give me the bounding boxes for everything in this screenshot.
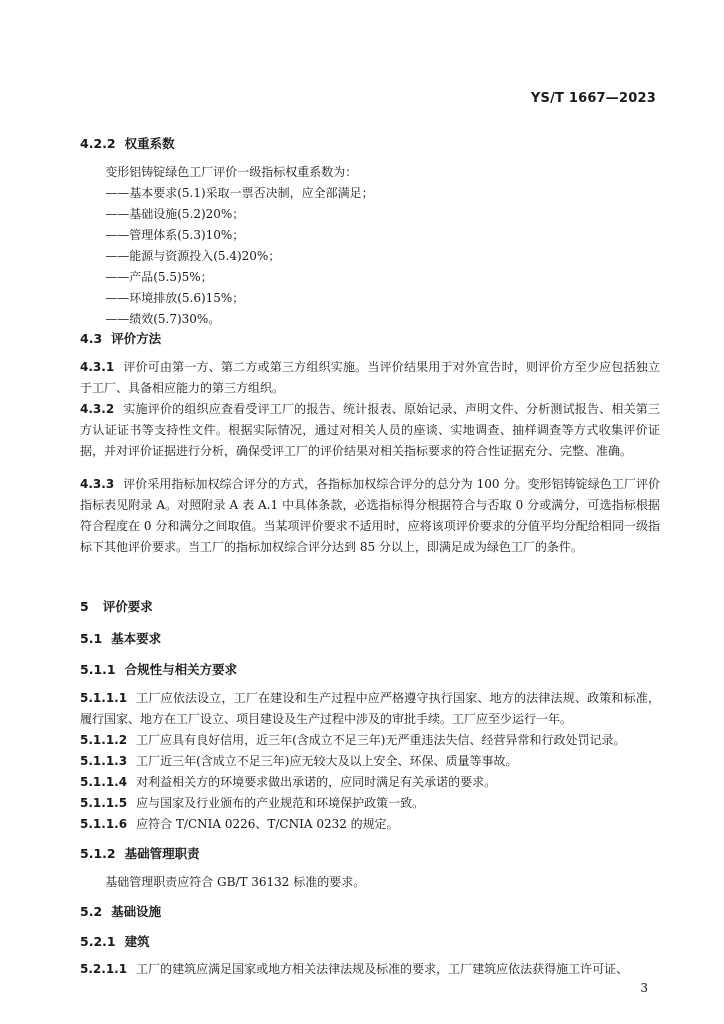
clause-5-1-1-4 (80, 772, 660, 793)
weight-intro: 变形铝铸锭绿色工厂评价一级指标权重系数为： (105, 165, 358, 179)
section-title: 合规性与相关方要求 (124, 662, 238, 677)
heading-5-1 (80, 628, 660, 649)
clause-5-1-1-6 (80, 814, 660, 835)
list-item: ——基础设施(5.2)20%； (105, 207, 245, 221)
list-item: ——绩效(5.7)30%。 (105, 312, 221, 326)
list-item: ——基本要求(5.1)采取一票否决制，应全部满足； (105, 186, 374, 200)
clause-text: 评价采用指标加权综合评分的方式，各指标加权综合评分的总分为 100 分。变形铝铸锭绿色工厂评价指标表见附录 A。对照附录 A 表 A.1 中具体条款，必选指标得分根据符合与否取 0 分或满分，可选指标根据符合程度在 0 分和满分之间取值。当某项评价要求不适用时，应将该项评价要求的分值平均分配给相同一级指标下其他评价要求。当工厂的指标加权综合评分达到 85 分以上，即满足成为绿色工厂的条件。 (80, 477, 660, 554)
list-item: ——能源与资源投入(5.4)20%； (105, 249, 281, 263)
section-number: 5.2.1 (80, 934, 116, 949)
clause-4-3-2 (80, 399, 660, 462)
section-title: 权重系数 (124, 136, 175, 151)
weight-list (80, 162, 660, 330)
heading-4-3 (80, 328, 660, 349)
heading-5-1-1 (80, 659, 660, 680)
clause-text: 实施评价的组织应查看受评工厂的报告、统计报表、原始记录、声明文件、分析测试报告、相关第三方认证证书等支持性文件。根据实际情况，通过对相关人员的座谈、实地调查、抽样调查等方式收集评价证据，并对评价证据进行分析，确保受评工厂的评价结果对相关指标要求的符合性证据充分、完整、准确。 (80, 402, 660, 458)
clause-5-1-1-5 (80, 793, 660, 814)
clause-number: 5.1.1.1 (80, 691, 128, 705)
section-number: 5.2 (80, 904, 103, 919)
clause-5-1-2-text: 基础管理职责应符合 GB/T 36132 标准的要求。 (105, 875, 366, 889)
section-number: 5.1.1 (80, 662, 116, 677)
clause-number: 4.3.3 (80, 477, 115, 491)
heading-5-2-1 (80, 931, 660, 952)
heading-5 (80, 596, 660, 617)
clause-5-1-1-2 (80, 730, 660, 751)
clause-text: 工厂的建筑应满足国家或地方相关法律法规及标准的要求，工厂建筑应依法获得施工许可证、 (136, 962, 629, 976)
clause-number: 5.2.1.1 (80, 962, 128, 976)
list-item: ——产品(5.5)5%； (105, 270, 213, 284)
heading-4-2-2 (80, 133, 660, 154)
section-number: 5.1.2 (80, 846, 116, 861)
clause-4-3-1 (80, 357, 660, 399)
section-title: 建筑 (124, 934, 150, 949)
section-title: 基础管理职责 (124, 846, 200, 861)
clause-text: 工厂应依法设立，工厂在建设和生产过程中应严格遵守执行国家、地方的法律法规、政策和标准，履行国家、地方在工厂设立、项目建设及生产过程中涉及的审批手续。工厂应至少运行一年。 (80, 691, 660, 726)
clause-number: 5.1.1.6 (80, 817, 128, 831)
clause-text: 应与国家及行业颁布的产业规范和环境保护政策一致。 (136, 796, 425, 810)
section-title: 基本要求 (111, 631, 162, 646)
clause-text: 工厂近三年(含成立不足三年)应无较大及以上安全、环保、质量等事故。 (136, 754, 518, 768)
section-number: 5 (80, 599, 89, 614)
list-item: ——管理体系(5.3)10%； (105, 228, 245, 242)
section-title: 评价要求 (102, 599, 153, 614)
clause-5-1-1-1 (80, 688, 660, 730)
clause-number: 4.3.1 (80, 360, 115, 374)
clause-text: 评价可由第一方、第二方或第三方组织实施。当评价结果用于对外宣告时，则评价方至少应包括独立于工厂、具备相应能力的第三方组织。 (80, 360, 660, 395)
clause-5-2-1-1 (80, 959, 660, 980)
clause-number: 5.1.1.2 (80, 733, 128, 747)
clause-text: 工厂应具有良好信用，近三年(含成立不足三年)无严重违法失信、经营异常和行政处罚记录。 (136, 733, 626, 747)
section-number: 5.1 (80, 631, 103, 646)
clause-text: 对利益相关方的环境要求做出承诺的，应同时满足有关承诺的要求。 (136, 775, 497, 789)
clause-5-1-1-3 (80, 751, 660, 772)
standard-code-header: YS/T 1667—2023 (530, 91, 656, 106)
clause-number: 5.1.1.5 (80, 796, 128, 810)
section-title: 基础设施 (111, 904, 162, 919)
list-item: ——环境排放(5.6)15%； (105, 291, 245, 305)
clause-4-3-3 (80, 474, 660, 558)
page-number: 3 (640, 981, 648, 995)
section-number: 4.2.2 (80, 136, 116, 151)
clause-number: 4.3.2 (80, 402, 115, 416)
section-title: 评价方法 (111, 331, 162, 346)
heading-5-1-2 (80, 843, 660, 864)
clause-text: 应符合 T/CNIA 0226、T/CNIA 0232 的规定。 (136, 817, 399, 831)
section-number: 4.3 (80, 331, 103, 346)
clause-number: 5.1.1.3 (80, 754, 128, 768)
heading-5-2 (80, 901, 660, 922)
clause-number: 5.1.1.4 (80, 775, 128, 789)
